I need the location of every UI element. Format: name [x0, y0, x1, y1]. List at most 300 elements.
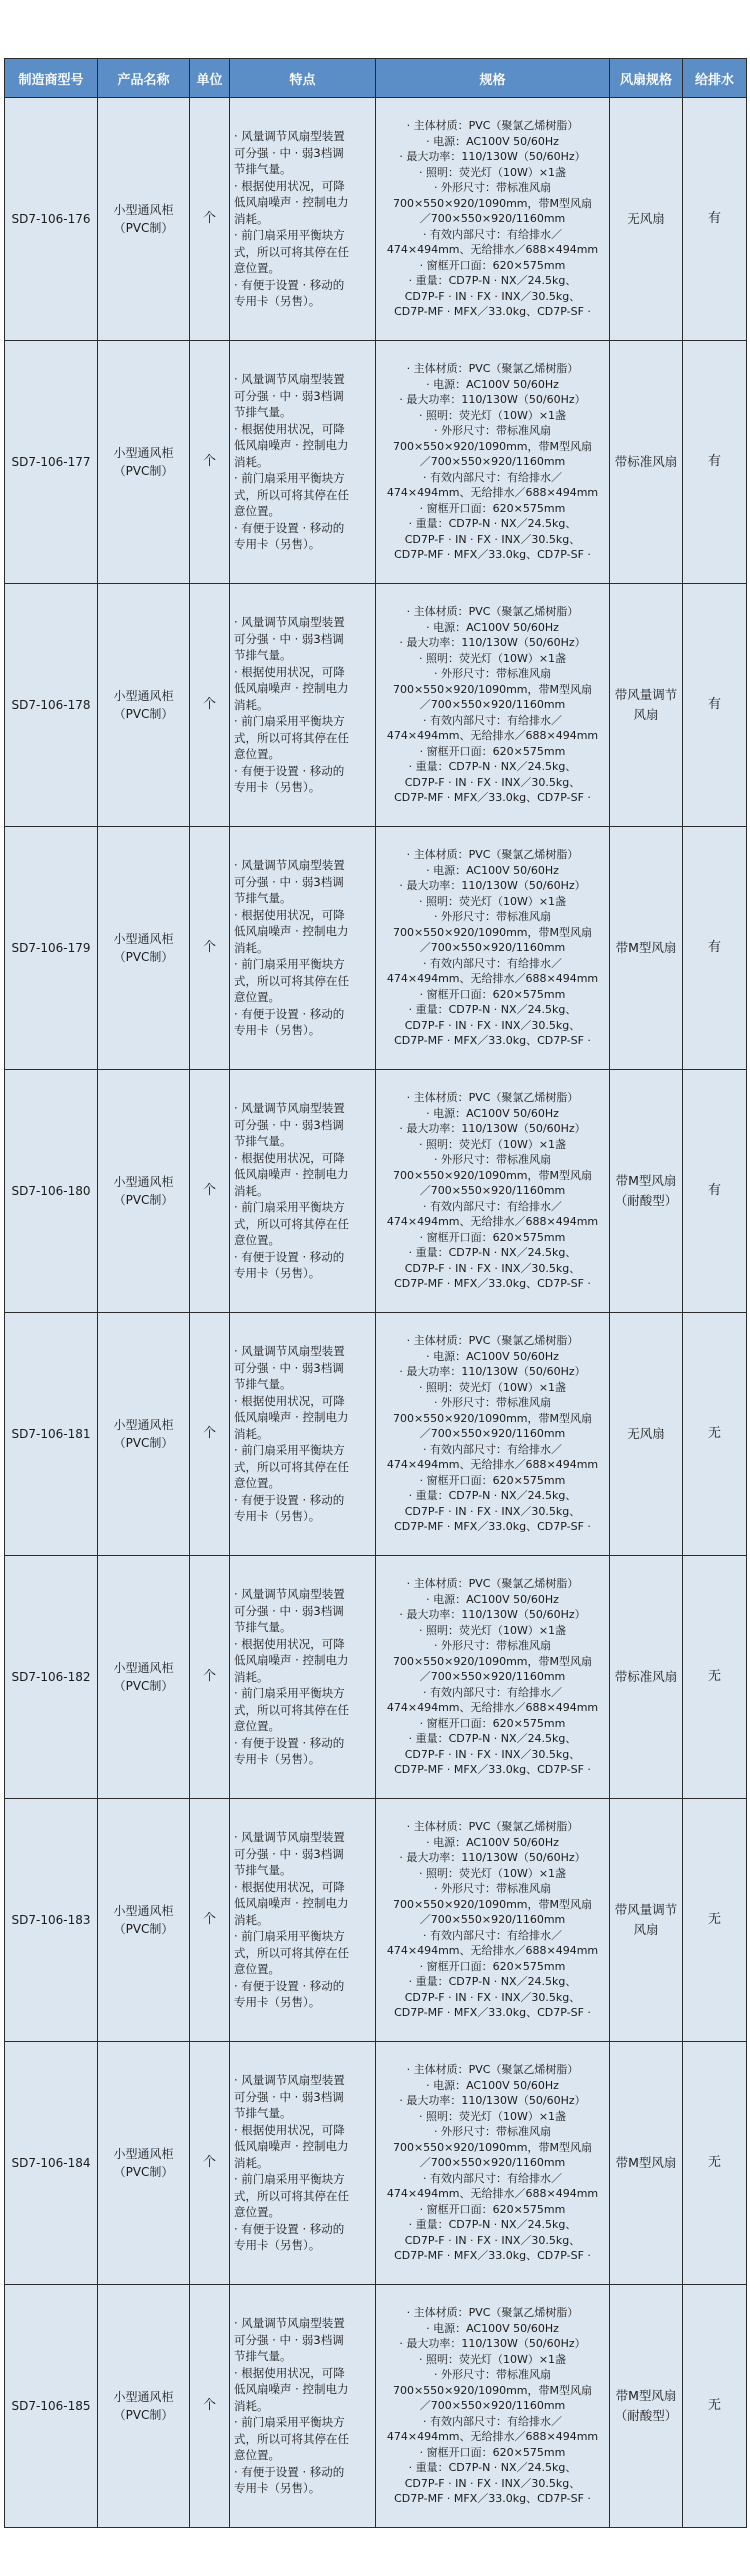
feature-line: · 风量调节风扇型装置: [234, 2073, 345, 2088]
unit-cell: 个: [190, 1556, 230, 1799]
feature-line: 消耗。: [234, 1669, 269, 1684]
feature-line: · 有便于设置 · 移动的: [234, 2221, 345, 2236]
spec-line: · 窗框开口面：620×575mm: [419, 2445, 566, 2459]
feature-line: 可分强 · 中 · 弱3档调: [234, 631, 344, 646]
spec-line: · 主体材质：PVC（聚氯乙烯树脂）: [406, 1820, 579, 1834]
model-cell: SD7-106-180: [5, 1070, 98, 1313]
spec-line: ／700×550×920/1160mm: [419, 941, 566, 955]
fan-spec-cell: [610, 1799, 683, 2042]
spec-line: ／700×550×920/1160mm: [419, 455, 566, 469]
spec-line: · 电源：AC100V 50/60Hz: [426, 1835, 559, 1849]
unit-cell: 个: [190, 2285, 230, 2528]
spec-line: · 窗框开口面：620×575mm: [419, 258, 566, 272]
table-row: [5, 341, 747, 584]
product-name-line: 小型通风柜: [113, 689, 174, 703]
feature-line: · 风量调节风扇型装置: [234, 615, 345, 630]
spec-line: · 外形尺寸：带标准风扇: [434, 1882, 551, 1896]
drainage-cell: 无: [683, 1799, 747, 2042]
feature-line: 式，所以可将其停在任: [234, 2188, 349, 2203]
feature-line: 低风扇噪声 · 控制电力: [234, 195, 349, 210]
spec-line: · 最大功率：110/130W（50/60Hz）: [399, 1608, 586, 1622]
unit-cell: 个: [190, 98, 230, 341]
feature-line: · 有便于设置 · 移动的: [234, 1006, 345, 1021]
feature-line: · 风量调节风扇型装置: [234, 1344, 345, 1359]
fan-spec-line: 风扇: [633, 1922, 659, 1937]
feature-line: 消耗。: [234, 1426, 269, 1441]
fan-spec-cell: [610, 98, 683, 341]
header-drainage: 给排水: [683, 59, 747, 98]
feature-line: · 根据使用状况，可降: [234, 2122, 345, 2137]
product-table: [4, 58, 747, 2528]
specs-cell: [376, 1556, 610, 1799]
fan-spec-cell: [610, 2042, 683, 2285]
product-name-line: （PVC制）: [113, 221, 174, 235]
fan-spec-line: （耐酸型）: [614, 2408, 678, 2423]
feature-line: 可分强 · 中 · 弱3档调: [234, 2332, 344, 2347]
spec-line: · 电源：AC100V 50/60Hz: [426, 2078, 559, 2092]
spec-line: · 重量：CD7P-N · NX／24.5kg、: [408, 274, 577, 288]
feature-line: 专用卡（另售）。: [234, 294, 321, 309]
spec-line: · 照明：荧光灯（10W）×1盏: [418, 1866, 567, 1880]
spec-line: · 重量：CD7P-N · NX／24.5kg、: [408, 2461, 577, 2475]
feature-line: 专用卡（另售）。: [234, 2481, 321, 2496]
spec-line: · 外形尺寸：带标准风扇: [434, 910, 551, 924]
model-cell: SD7-106-178: [5, 584, 98, 827]
feature-line: · 风量调节风扇型装置: [234, 1101, 345, 1116]
spec-line: · 有效内部尺寸：有给排水／: [423, 1928, 562, 1942]
feature-line: 低风扇噪声 · 控制电力: [234, 1167, 349, 1182]
feature-line: 低风扇噪声 · 控制电力: [234, 1410, 349, 1425]
features-cell: [230, 341, 376, 584]
fan-spec-line: 带标准风扇: [614, 1669, 678, 1684]
spec-line: · 窗框开口面：620×575mm: [419, 2202, 566, 2216]
feature-line: 节排气量。: [234, 162, 292, 177]
spec-line: · 最大功率：110/130W（50/60Hz）: [399, 393, 586, 407]
spec-line: CD7P-MF · MFX／33.0kg、CD7P-SF ·: [394, 1763, 591, 1777]
model-cell: SD7-106-183: [5, 1799, 98, 2042]
spec-line: CD7P-MF · MFX／33.0kg、CD7P-SF ·: [394, 2006, 591, 2020]
feature-line: 式，所以可将其停在任: [234, 1945, 349, 1960]
product-name-line: （PVC制）: [113, 950, 174, 964]
feature-line: 式，所以可将其停在任: [234, 973, 349, 988]
spec-line: CD7P-F · IN · FX · INX／30.5kg、: [404, 1990, 581, 2004]
fan-spec-line: 带M型风扇: [615, 940, 677, 955]
spec-line: CD7P-F · IN · FX · INX／30.5kg、: [404, 1504, 581, 1518]
table-row: [5, 2042, 747, 2285]
drainage-cell: 有: [683, 584, 747, 827]
features-cell: [230, 98, 376, 341]
fan-spec-line: 带风量调节: [614, 1902, 678, 1917]
drainage-cell: 有: [683, 341, 747, 584]
product-name-cell: [98, 1070, 190, 1313]
spec-line: 700×550×920/1090mm，带M型风扇: [392, 682, 593, 696]
feature-line: · 根据使用状况，可降: [234, 2365, 345, 2380]
product-name-line: （PVC制）: [113, 464, 174, 478]
feature-line: 意位置。: [234, 2448, 280, 2463]
model-cell: SD7-106-185: [5, 2285, 98, 2528]
spec-line: CD7P-MF · MFX／33.0kg、CD7P-SF ·: [394, 1520, 591, 1534]
spec-line: 474×494mm、无给排水／688×494mm: [386, 1944, 599, 1958]
features-cell: [230, 1313, 376, 1556]
spec-line: · 照明：荧光灯（10W）×1盏: [418, 408, 567, 422]
spec-line: · 照明：荧光灯（10W）×1盏: [418, 651, 567, 665]
table-row: [5, 1556, 747, 1799]
spec-line: · 有效内部尺寸：有给排水／: [423, 227, 562, 241]
spec-line: · 外形尺寸：带标准风扇: [434, 2368, 551, 2382]
unit-cell: 个: [190, 2042, 230, 2285]
table-row: [5, 2285, 747, 2528]
product-name-cell: [98, 827, 190, 1070]
feature-line: 式，所以可将其停在任: [234, 730, 349, 745]
spec-line: · 重量：CD7P-N · NX／24.5kg、: [408, 517, 577, 531]
spec-line: 700×550×920/1090mm，带M型风扇: [392, 2140, 593, 2154]
feature-line: · 根据使用状况，可降: [234, 1150, 345, 1165]
feature-line: 意位置。: [234, 1476, 280, 1491]
spec-line: CD7P-F · IN · FX · INX／30.5kg、: [404, 532, 581, 546]
feature-line: · 前门扇采用平衡块方: [234, 714, 345, 729]
specs-cell: [376, 827, 610, 1070]
spec-line: CD7P-F · IN · FX · INX／30.5kg、: [404, 2233, 581, 2247]
feature-line: 低风扇噪声 · 控制电力: [234, 2382, 349, 2397]
spec-line: CD7P-MF · MFX／33.0kg、CD7P-SF ·: [394, 2249, 591, 2263]
spec-line: · 有效内部尺寸：有给排水／: [423, 470, 562, 484]
product-name-line: 小型通风柜: [113, 203, 174, 217]
spec-line: · 电源：AC100V 50/60Hz: [426, 2321, 559, 2335]
feature-line: 节排气量。: [234, 1620, 292, 1635]
spec-line: · 外形尺寸：带标准风扇: [434, 424, 551, 438]
spec-line: · 主体材质：PVC（聚氯乙烯树脂）: [406, 848, 579, 862]
model-cell: SD7-106-176: [5, 98, 98, 341]
product-name-cell: [98, 1313, 190, 1556]
spec-line: ／700×550×920/1160mm: [419, 698, 566, 712]
fan-spec-cell: [610, 2285, 683, 2528]
spec-line: · 窗框开口面：620×575mm: [419, 501, 566, 515]
spec-line: · 重量：CD7P-N · NX／24.5kg、: [408, 2218, 577, 2232]
feature-line: · 风量调节风扇型装置: [234, 2316, 345, 2331]
spec-line: 700×550×920/1090mm，带M型风扇: [392, 1411, 593, 1425]
spec-line: CD7P-F · IN · FX · INX／30.5kg、: [404, 1018, 581, 1032]
feature-line: · 风量调节风扇型装置: [234, 372, 345, 387]
specs-cell: [376, 341, 610, 584]
product-name-line: 小型通风柜: [113, 1418, 174, 1432]
spec-line: · 有效内部尺寸：有给排水／: [423, 2414, 562, 2428]
feature-line: 消耗。: [234, 1912, 269, 1927]
product-name-cell: [98, 584, 190, 827]
fan-spec-line: 无风扇: [627, 1426, 665, 1441]
product-name-line: 小型通风柜: [113, 1175, 174, 1189]
specs-cell: [376, 2042, 610, 2285]
fan-spec-line: 无风扇: [627, 211, 665, 226]
spec-line: · 窗框开口面：620×575mm: [419, 1473, 566, 1487]
spec-line: · 照明：荧光灯（10W）×1盏: [418, 165, 567, 179]
feature-line: 消耗。: [234, 2398, 269, 2413]
feature-line: 意位置。: [234, 747, 280, 762]
header-row: [5, 59, 747, 98]
product-name-cell: [98, 2042, 190, 2285]
drainage-cell: 无: [683, 2285, 747, 2528]
spec-line: 474×494mm、无给排水／688×494mm: [386, 1701, 599, 1715]
spec-line: · 照明：荧光灯（10W）×1盏: [418, 2109, 567, 2123]
spec-line: · 重量：CD7P-N · NX／24.5kg、: [408, 1732, 577, 1746]
spec-line: 474×494mm、无给排水／688×494mm: [386, 1458, 599, 1472]
spec-line: · 电源：AC100V 50/60Hz: [426, 377, 559, 391]
spec-line: · 主体材质：PVC（聚氯乙烯树脂）: [406, 2063, 579, 2077]
feature-line: 消耗。: [234, 454, 269, 469]
feature-line: 消耗。: [234, 211, 269, 226]
spec-line: CD7P-MF · MFX／33.0kg、CD7P-SF ·: [394, 1034, 591, 1048]
feature-line: 低风扇噪声 · 控制电力: [234, 924, 349, 939]
spec-line: · 电源：AC100V 50/60Hz: [426, 620, 559, 634]
fan-spec-line: 带M型风扇: [615, 2388, 677, 2403]
model-cell: SD7-106-181: [5, 1313, 98, 1556]
feature-line: · 根据使用状况，可降: [234, 178, 345, 193]
header-model: 制造商型号: [5, 59, 98, 98]
spec-line: ／700×550×920/1160mm: [419, 1427, 566, 1441]
feature-line: · 风量调节风扇型装置: [234, 1830, 345, 1845]
spec-line: · 最大功率：110/130W（50/60Hz）: [399, 2337, 586, 2351]
features-cell: [230, 1556, 376, 1799]
feature-line: 专用卡（另售）。: [234, 780, 321, 795]
feature-line: 意位置。: [234, 1719, 280, 1734]
feature-line: 意位置。: [234, 1962, 280, 1977]
feature-line: · 风量调节风扇型装置: [234, 1587, 345, 1602]
spec-line: · 重量：CD7P-N · NX／24.5kg、: [408, 760, 577, 774]
fan-spec-cell: [610, 1313, 683, 1556]
spec-line: · 最大功率：110/130W（50/60Hz）: [399, 879, 586, 893]
feature-line: · 前门扇采用平衡块方: [234, 1200, 345, 1215]
spec-line: CD7P-MF · MFX／33.0kg、CD7P-SF ·: [394, 305, 591, 319]
feature-line: 式，所以可将其停在任: [234, 2431, 349, 2446]
features-cell: [230, 1070, 376, 1313]
spec-line: · 窗框开口面：620×575mm: [419, 744, 566, 758]
spec-line: · 主体材质：PVC（聚氯乙烯树脂）: [406, 1577, 579, 1591]
product-name-cell: [98, 1556, 190, 1799]
spec-line: · 照明：荧光灯（10W）×1盏: [418, 1137, 567, 1151]
spec-line: · 最大功率：110/130W（50/60Hz）: [399, 1122, 586, 1136]
feature-line: · 有便于设置 · 移动的: [234, 1492, 345, 1507]
feature-line: 式，所以可将其停在任: [234, 244, 349, 259]
model-cell: SD7-106-179: [5, 827, 98, 1070]
features-cell: [230, 1799, 376, 2042]
spec-line: · 主体材质：PVC（聚氯乙烯树脂）: [406, 1091, 579, 1105]
feature-line: 意位置。: [234, 990, 280, 1005]
feature-line: · 前门扇采用平衡块方: [234, 957, 345, 972]
spec-line: · 有效内部尺寸：有给排水／: [423, 1442, 562, 1456]
table-row: [5, 1799, 747, 2042]
specs-cell: [376, 98, 610, 341]
feature-line: 节排气量。: [234, 2349, 292, 2364]
feature-line: 消耗。: [234, 1183, 269, 1198]
spec-line: · 窗框开口面：620×575mm: [419, 1230, 566, 1244]
unit-cell: 个: [190, 827, 230, 1070]
unit-cell: 个: [190, 1313, 230, 1556]
specs-cell: [376, 1799, 610, 2042]
product-name-cell: [98, 1799, 190, 2042]
header-product-name: 产品名称: [98, 59, 190, 98]
drainage-cell: 无: [683, 2042, 747, 2285]
header-unit: 单位: [190, 59, 230, 98]
feature-line: · 风量调节风扇型装置: [234, 858, 345, 873]
feature-line: 节排气量。: [234, 2106, 292, 2121]
spec-line: CD7P-MF · MFX／33.0kg、CD7P-SF ·: [394, 548, 591, 562]
features-cell: [230, 2042, 376, 2285]
feature-line: 专用卡（另售）。: [234, 1509, 321, 1524]
feature-line: · 前门扇采用平衡块方: [234, 471, 345, 486]
table-row: [5, 1313, 747, 1556]
feature-line: · 前门扇采用平衡块方: [234, 1686, 345, 1701]
feature-line: 节排气量。: [234, 1863, 292, 1878]
spec-line: 474×494mm、无给排水／688×494mm: [386, 1215, 599, 1229]
feature-line: · 前门扇采用平衡块方: [234, 2172, 345, 2187]
fan-spec-cell: [610, 341, 683, 584]
feature-line: 消耗。: [234, 2155, 269, 2170]
spec-line: · 主体材质：PVC（聚氯乙烯树脂）: [406, 362, 579, 376]
specs-cell: [376, 2285, 610, 2528]
feature-line: 消耗。: [234, 940, 269, 955]
fan-spec-line: 带M型风扇: [615, 1173, 677, 1188]
feature-line: · 前门扇采用平衡块方: [234, 2415, 345, 2430]
fan-spec-line: 带风量调节: [614, 687, 678, 702]
spec-line: · 外形尺寸：带标准风扇: [434, 1396, 551, 1410]
spec-line: · 电源：AC100V 50/60Hz: [426, 1106, 559, 1120]
spec-line: · 电源：AC100V 50/60Hz: [426, 1349, 559, 1363]
feature-line: · 有便于设置 · 移动的: [234, 1249, 345, 1264]
feature-line: · 根据使用状况，可降: [234, 1393, 345, 1408]
product-name-line: （PVC制）: [113, 1922, 174, 1936]
product-name-line: 小型通风柜: [113, 2390, 174, 2404]
spec-line: CD7P-F · IN · FX · INX／30.5kg、: [404, 775, 581, 789]
features-cell: [230, 584, 376, 827]
spec-line: 700×550×920/1090mm，带M型风扇: [392, 196, 593, 210]
feature-line: 低风扇噪声 · 控制电力: [234, 1896, 349, 1911]
spec-line: 474×494mm、无给排水／688×494mm: [386, 972, 599, 986]
feature-line: 专用卡（另售）。: [234, 537, 321, 552]
feature-line: 意位置。: [234, 504, 280, 519]
spec-line: · 电源：AC100V 50/60Hz: [426, 863, 559, 877]
spec-line: CD7P-MF · MFX／33.0kg、CD7P-SF ·: [394, 2492, 591, 2506]
spec-line: · 重量：CD7P-N · NX／24.5kg、: [408, 1246, 577, 1260]
product-name-cell: [98, 98, 190, 341]
product-name-cell: [98, 341, 190, 584]
spec-line: 700×550×920/1090mm，带M型风扇: [392, 2383, 593, 2397]
product-name-line: （PVC制）: [113, 1193, 174, 1207]
spec-line: 700×550×920/1090mm，带M型风扇: [392, 439, 593, 453]
model-cell: SD7-106-184: [5, 2042, 98, 2285]
spec-line: 700×550×920/1090mm，带M型风扇: [392, 1897, 593, 1911]
spec-line: 474×494mm、无给排水／688×494mm: [386, 2187, 599, 2201]
feature-line: 节排气量。: [234, 405, 292, 420]
feature-line: 可分强 · 中 · 弱3档调: [234, 2089, 344, 2104]
feature-line: · 前门扇采用平衡块方: [234, 1929, 345, 1944]
table-row: [5, 584, 747, 827]
spec-line: 474×494mm、无给排水／688×494mm: [386, 2430, 599, 2444]
spec-line: 700×550×920/1090mm，带M型风扇: [392, 925, 593, 939]
spec-line: · 重量：CD7P-N · NX／24.5kg、: [408, 1489, 577, 1503]
feature-line: 低风扇噪声 · 控制电力: [234, 1653, 349, 1668]
spec-line: · 窗框开口面：620×575mm: [419, 1716, 566, 1730]
feature-line: 低风扇噪声 · 控制电力: [234, 2139, 349, 2154]
header-specs: 规格: [376, 59, 610, 98]
header-fan-spec: 风扇规格: [610, 59, 683, 98]
spec-line: · 有效内部尺寸：有给排水／: [423, 956, 562, 970]
product-name-line: （PVC制）: [113, 1679, 174, 1693]
fan-spec-cell: [610, 584, 683, 827]
product-name-line: 小型通风柜: [113, 1904, 174, 1918]
feature-line: 专用卡（另售）。: [234, 1995, 321, 2010]
feature-line: 低风扇噪声 · 控制电力: [234, 438, 349, 453]
feature-line: 专用卡（另售）。: [234, 1266, 321, 1281]
spec-line: CD7P-F · IN · FX · INX／30.5kg、: [404, 1747, 581, 1761]
spec-line: ／700×550×920/1160mm: [419, 1913, 566, 1927]
feature-line: 可分强 · 中 · 弱3档调: [234, 1603, 344, 1618]
product-name-line: 小型通风柜: [113, 932, 174, 946]
drainage-cell: 无: [683, 1313, 747, 1556]
unit-cell: 个: [190, 1799, 230, 2042]
fan-spec-line: 带标准风扇: [614, 454, 678, 469]
feature-line: · 有便于设置 · 移动的: [234, 277, 345, 292]
fan-spec-line: （耐酸型）: [614, 1193, 678, 1208]
feature-line: 可分强 · 中 · 弱3档调: [234, 1117, 344, 1132]
feature-line: 节排气量。: [234, 891, 292, 906]
feature-line: 意位置。: [234, 2205, 280, 2220]
feature-line: · 有便于设置 · 移动的: [234, 1978, 345, 1993]
feature-line: 专用卡（另售）。: [234, 1752, 321, 1767]
feature-line: · 风量调节风扇型装置: [234, 129, 345, 144]
table-row: [5, 1070, 747, 1313]
feature-line: · 根据使用状况，可降: [234, 1879, 345, 1894]
spec-line: · 重量：CD7P-N · NX／24.5kg、: [408, 1003, 577, 1017]
spec-line: CD7P-MF · MFX／33.0kg、CD7P-SF ·: [394, 791, 591, 805]
spec-line: · 照明：荧光灯（10W）×1盏: [418, 1380, 567, 1394]
feature-line: 专用卡（另售）。: [234, 1023, 321, 1038]
spec-line: · 外形尺寸：带标准风扇: [434, 667, 551, 681]
specs-cell: [376, 1070, 610, 1313]
feature-line: 意位置。: [234, 1233, 280, 1248]
model-cell: SD7-106-177: [5, 341, 98, 584]
spec-line: CD7P-F · IN · FX · INX／30.5kg、: [404, 2476, 581, 2490]
feature-line: 式，所以可将其停在任: [234, 1702, 349, 1717]
spec-line: · 窗框开口面：620×575mm: [419, 987, 566, 1001]
feature-line: 式，所以可将其停在任: [234, 1216, 349, 1231]
spec-line: ／700×550×920/1160mm: [419, 1184, 566, 1198]
spec-line: · 最大功率：110/130W（50/60Hz）: [399, 150, 586, 164]
feature-line: 式，所以可将其停在任: [234, 1459, 349, 1474]
spec-line: · 重量：CD7P-N · NX／24.5kg、: [408, 1975, 577, 1989]
model-cell: SD7-106-182: [5, 1556, 98, 1799]
header-features: 特点: [230, 59, 376, 98]
feature-line: · 根据使用状况，可降: [234, 1636, 345, 1651]
product-name-cell: [98, 2285, 190, 2528]
spec-line: · 有效内部尺寸：有给排水／: [423, 2171, 562, 2185]
spec-line: · 主体材质：PVC（聚氯乙烯树脂）: [406, 605, 579, 619]
table-row: [5, 98, 747, 341]
product-name-line: （PVC制）: [113, 1436, 174, 1450]
spec-line: 474×494mm、无给排水／688×494mm: [386, 729, 599, 743]
unit-cell: 个: [190, 1070, 230, 1313]
fan-spec-cell: [610, 1556, 683, 1799]
feature-line: 可分强 · 中 · 弱3档调: [234, 145, 344, 160]
spec-line: CD7P-F · IN · FX · INX／30.5kg、: [404, 1261, 581, 1275]
drainage-cell: 无: [683, 1556, 747, 1799]
feature-line: · 有便于设置 · 移动的: [234, 520, 345, 535]
drainage-cell: 有: [683, 827, 747, 1070]
feature-line: 可分强 · 中 · 弱3档调: [234, 874, 344, 889]
feature-line: 可分强 · 中 · 弱3档调: [234, 1846, 344, 1861]
spec-line: ／700×550×920/1160mm: [419, 2156, 566, 2170]
fan-spec-line: 带M型风扇: [615, 2155, 677, 2170]
product-name-line: 小型通风柜: [113, 1661, 174, 1675]
spec-line: ／700×550×920/1160mm: [419, 212, 566, 226]
